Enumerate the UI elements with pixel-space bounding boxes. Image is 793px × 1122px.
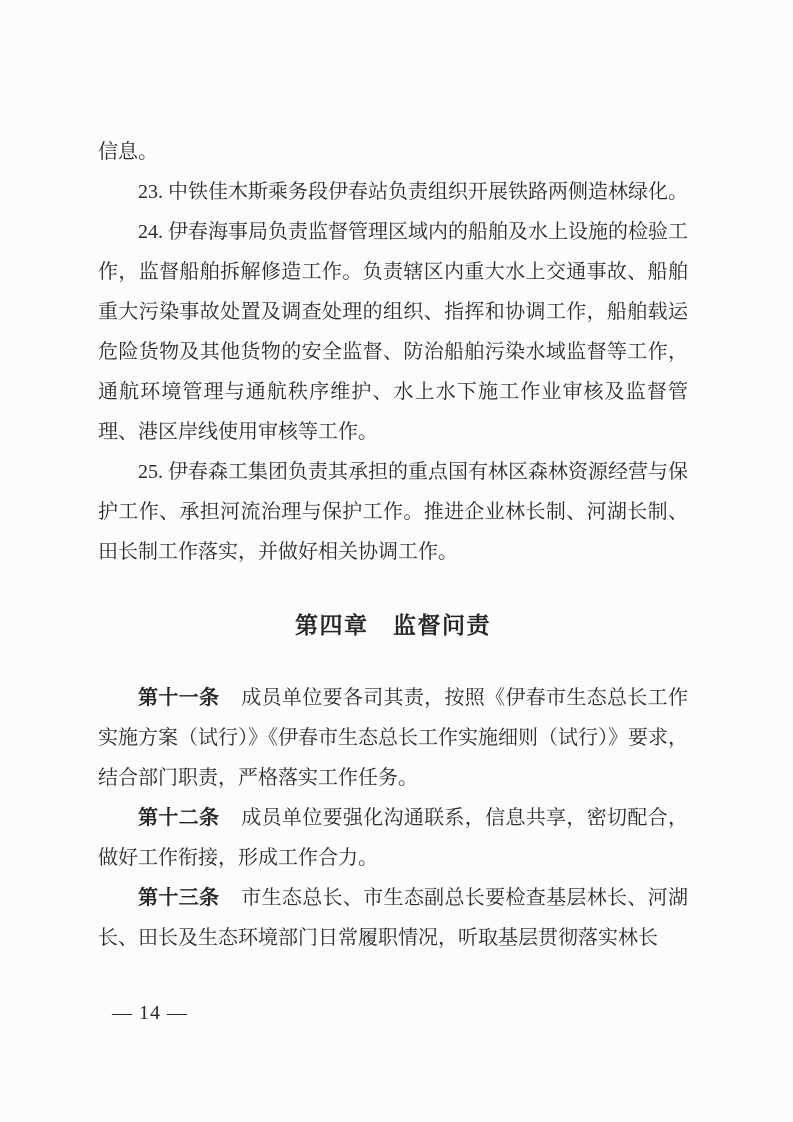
article-12 bbox=[98, 798, 688, 878]
paragraph-item-25: 25. 伊春森工集团负责其承担的重点国有林区森林资源经营与保护工作、承担河流治理与保护工作。推进企业林长制、河湖长制、田长制工作落实，并做好相关协调工作。 bbox=[98, 461, 688, 563]
document-body bbox=[98, 132, 688, 958]
chapter-heading: 第四章 监督问责 bbox=[295, 612, 491, 638]
article-13-text: 市生态总长、市生态副总长要检查基层林长、河湖长、田长及生态环境部门日常履职情况，听取基层贯彻落实林长 bbox=[98, 887, 689, 949]
paragraph-item-24: 24. 伊春海事局负责监督管理区域内的船舶及水上设施的检验工作，监督船舶拆解修造工作。负责辖区内重大水上交通事故、船舶重大污染事故处置及调查处理的组织、指挥和协调工作，船舶载运危险货物及其他货物的安全监督、防治船舶污染水域监督等工作，通航环境管理与通航秩序维护、水上水下施工作业审核及监督管理、港区岸线使用审核等工作。 bbox=[98, 221, 688, 443]
article-12-text: 成员单位要强化沟通联系，信息共享，密切配合，做好工作衔接，形成工作合力。 bbox=[98, 807, 689, 869]
page-number: — 14 — bbox=[112, 1002, 188, 1024]
article-13-label: 第十三条 bbox=[138, 887, 220, 909]
article-13 bbox=[98, 878, 688, 958]
article-11 bbox=[98, 678, 688, 798]
article-11-text: 成员单位要各司其责，按照《伊春市生态总长工作实施方案（试行）》《伊春市生态总长工作实施细则（试行）》要求，结合部门职责，严格落实工作任务。 bbox=[98, 687, 689, 789]
article-12-label: 第十二条 bbox=[138, 807, 220, 829]
paragraph-item-23: 23. 中铁佳木斯乘务段伊春站负责组织开展铁路两侧造林绿化。 bbox=[138, 181, 688, 203]
article-11-label: 第十一条 bbox=[138, 687, 220, 709]
paragraph-continuation: 信息。 bbox=[98, 141, 158, 163]
